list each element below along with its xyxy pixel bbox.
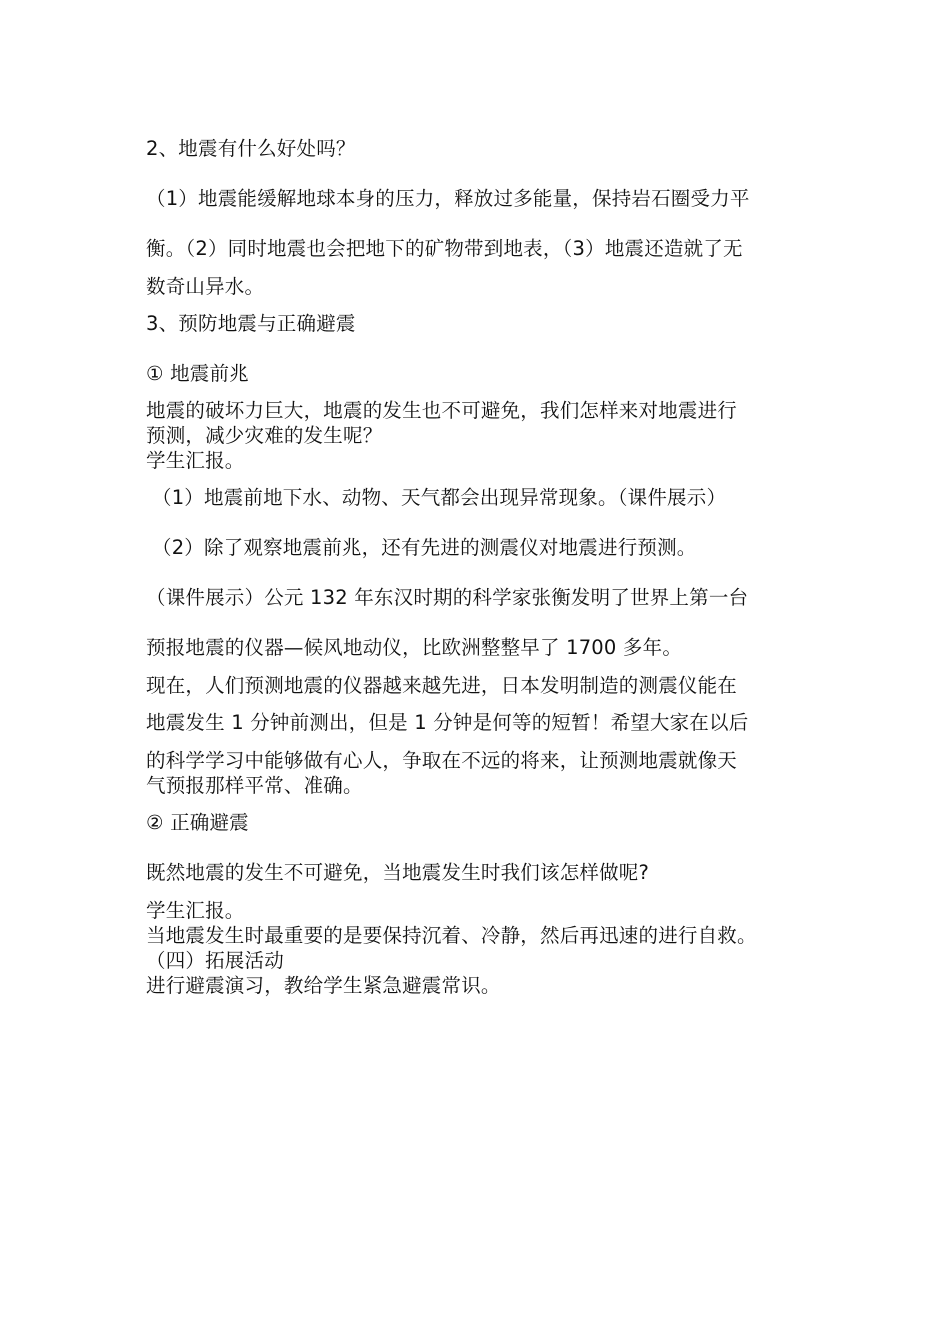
subheading-avoidance: ② 正确避震 bbox=[146, 811, 249, 834]
paragraph-line: 当地震发生时最重要的是要保持沉着、冷静，然后再迅速的进行自救。 bbox=[146, 924, 757, 947]
paragraph-line: 进行避震演习，教给学生紧急避震常识。 bbox=[146, 974, 501, 997]
paragraph-line: 的科学学习中能够做有心人，争取在不远的将来，让预测地震就像天 bbox=[146, 749, 738, 772]
heading-prevention: 3、预防地震与正确避震 bbox=[146, 312, 356, 335]
subheading-precursors: ① 地震前兆 bbox=[146, 362, 249, 385]
heading-benefits: 2、地震有什么好处吗？ bbox=[146, 137, 356, 160]
paragraph-line: 现在，人们预测地震的仪器越来越先进，日本发明制造的测震仪能在 bbox=[146, 674, 738, 697]
paragraph-line: 学生汇报。 bbox=[146, 449, 245, 472]
paragraph-line: （1）地震能缓解地球本身的压力，释放过多能量，保持岩石圈受力平 bbox=[146, 187, 750, 210]
paragraph-line: （1）地震前地下水、动物、天气都会出现异常现象。（课件展示） bbox=[152, 486, 727, 509]
paragraph-line: 预测，减少灾难的发生呢？ bbox=[146, 424, 383, 447]
paragraph-line: 衡。（2）同时地震也会把地下的矿物带到地表，（3）地震还造就了无 bbox=[146, 237, 743, 260]
paragraph-line: 地震的破坏力巨大，地震的发生也不可避免，我们怎样来对地震进行 bbox=[146, 399, 738, 422]
paragraph-line: 地震发生 1 分钟前测出，但是 1 分钟是何等的短暂！希望大家在以后 bbox=[146, 711, 749, 734]
paragraph-line: 气预报那样平常、准确。 bbox=[146, 774, 363, 797]
heading-extension-activity: （四）拓展活动 bbox=[146, 949, 284, 972]
paragraph-line: 数奇山异水。 bbox=[146, 275, 265, 298]
paragraph-line: 学生汇报。 bbox=[146, 899, 245, 922]
paragraph-line: 预报地震的仪器—候风地动仪，比欧洲整整早了 1700 多年。 bbox=[146, 636, 683, 659]
paragraph-line: （课件展示）公元 132 年东汉时期的科学家张衡发明了世界上第一台 bbox=[146, 586, 749, 609]
paragraph-line: 既然地震的发生不可避免，当地震发生时我们该怎样做呢? bbox=[146, 861, 650, 884]
paragraph-line: （2）除了观察地震前兆，还有先进的测震仪对地震进行预测。 bbox=[152, 536, 697, 559]
